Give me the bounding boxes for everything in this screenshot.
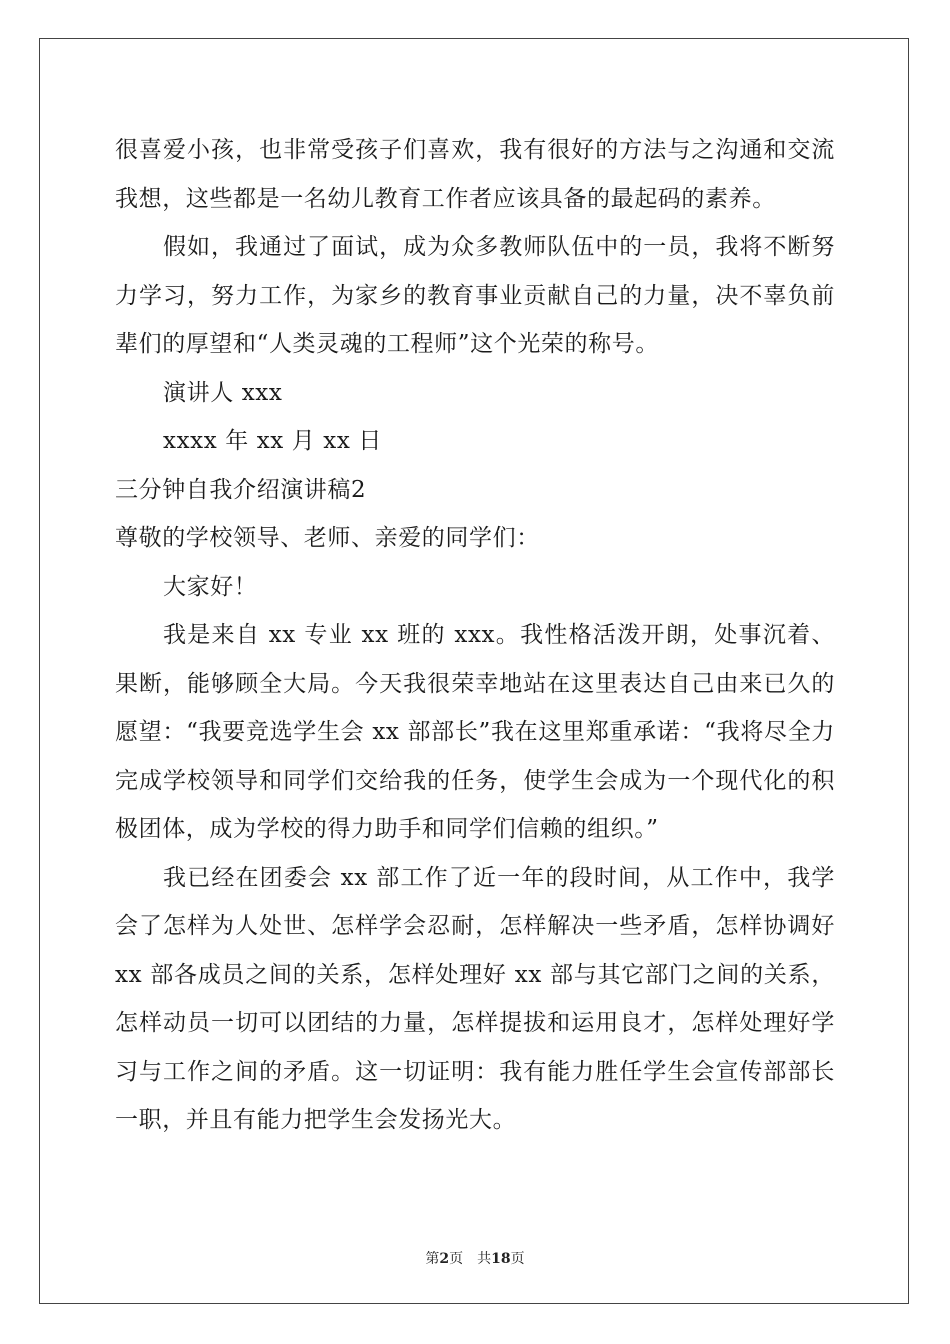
total-suffix: 页 bbox=[510, 1251, 525, 1267]
greeting: 大家好！ bbox=[163, 573, 258, 600]
section-title: 三分钟自我介绍演讲稿2 bbox=[115, 476, 367, 503]
page-footer bbox=[0, 1248, 950, 1268]
page-total: 18 bbox=[491, 1251, 511, 1267]
date-line: xxxx 年 xx 月 xx 日 bbox=[163, 428, 382, 454]
speaker-line: 演讲人 xxx bbox=[163, 379, 283, 406]
total-prefix: 共 bbox=[477, 1251, 492, 1267]
page-prefix: 第 bbox=[425, 1251, 440, 1267]
page-suffix: 页 bbox=[449, 1251, 464, 1267]
paragraph-1: 很喜爱小孩，也非常受孩子们喜欢，我有很好的方法与之沟通和交流我想，这些都是一名幼儿教育工作者应该具备的最起码的素养。 bbox=[115, 137, 835, 212]
paragraph-9: 我已经在团委会 xx 部工作了近一年的段时间，从工作中，我学会了怎样为人处世、怎样学会忍耐，怎样解决一些矛盾，怎样协调好 xx 部各成员之间的关系，怎样处理好 xx 部与其它部门之间的关系，怎样动员一切可以团结的力量，怎样提拔和运用良才，怎样处理好学习与工作之间的矛盾。这一切证明：我有能力胜任学生会宣传部部长一职，并且有能力把学生会发扬光大。 bbox=[115, 864, 835, 1133]
paragraph-2: 假如，我通过了面试，成为众多教师队伍中的一员，我将不断努力学习，努力工作，为家乡的教育事业贡献自己的力量，决不辜负前辈们的厚望和“人类灵魂的工程师”这个光荣的称号。 bbox=[115, 234, 835, 357]
document-body bbox=[115, 126, 835, 1145]
paragraph-8: 我是来自 xx 专业 xx 班的 xxx。我性格活泼开朗，处事沉着、果断，能够顾全大局。今天我很荣幸地站在这里表达自己由来已久的愿望：“我要竞选学生会 xx 部部长”我在这里郑重承诺：“我将尽全力完成学校领导和同学们交给我的任务，使学生会成为一个现代化的积极团体，成为学校的得力助手和同学们信赖的组织。” bbox=[115, 622, 835, 842]
page-current: 2 bbox=[439, 1251, 450, 1267]
salutation: 尊敬的学校领导、老师、亲爱的同学们： bbox=[115, 525, 540, 551]
